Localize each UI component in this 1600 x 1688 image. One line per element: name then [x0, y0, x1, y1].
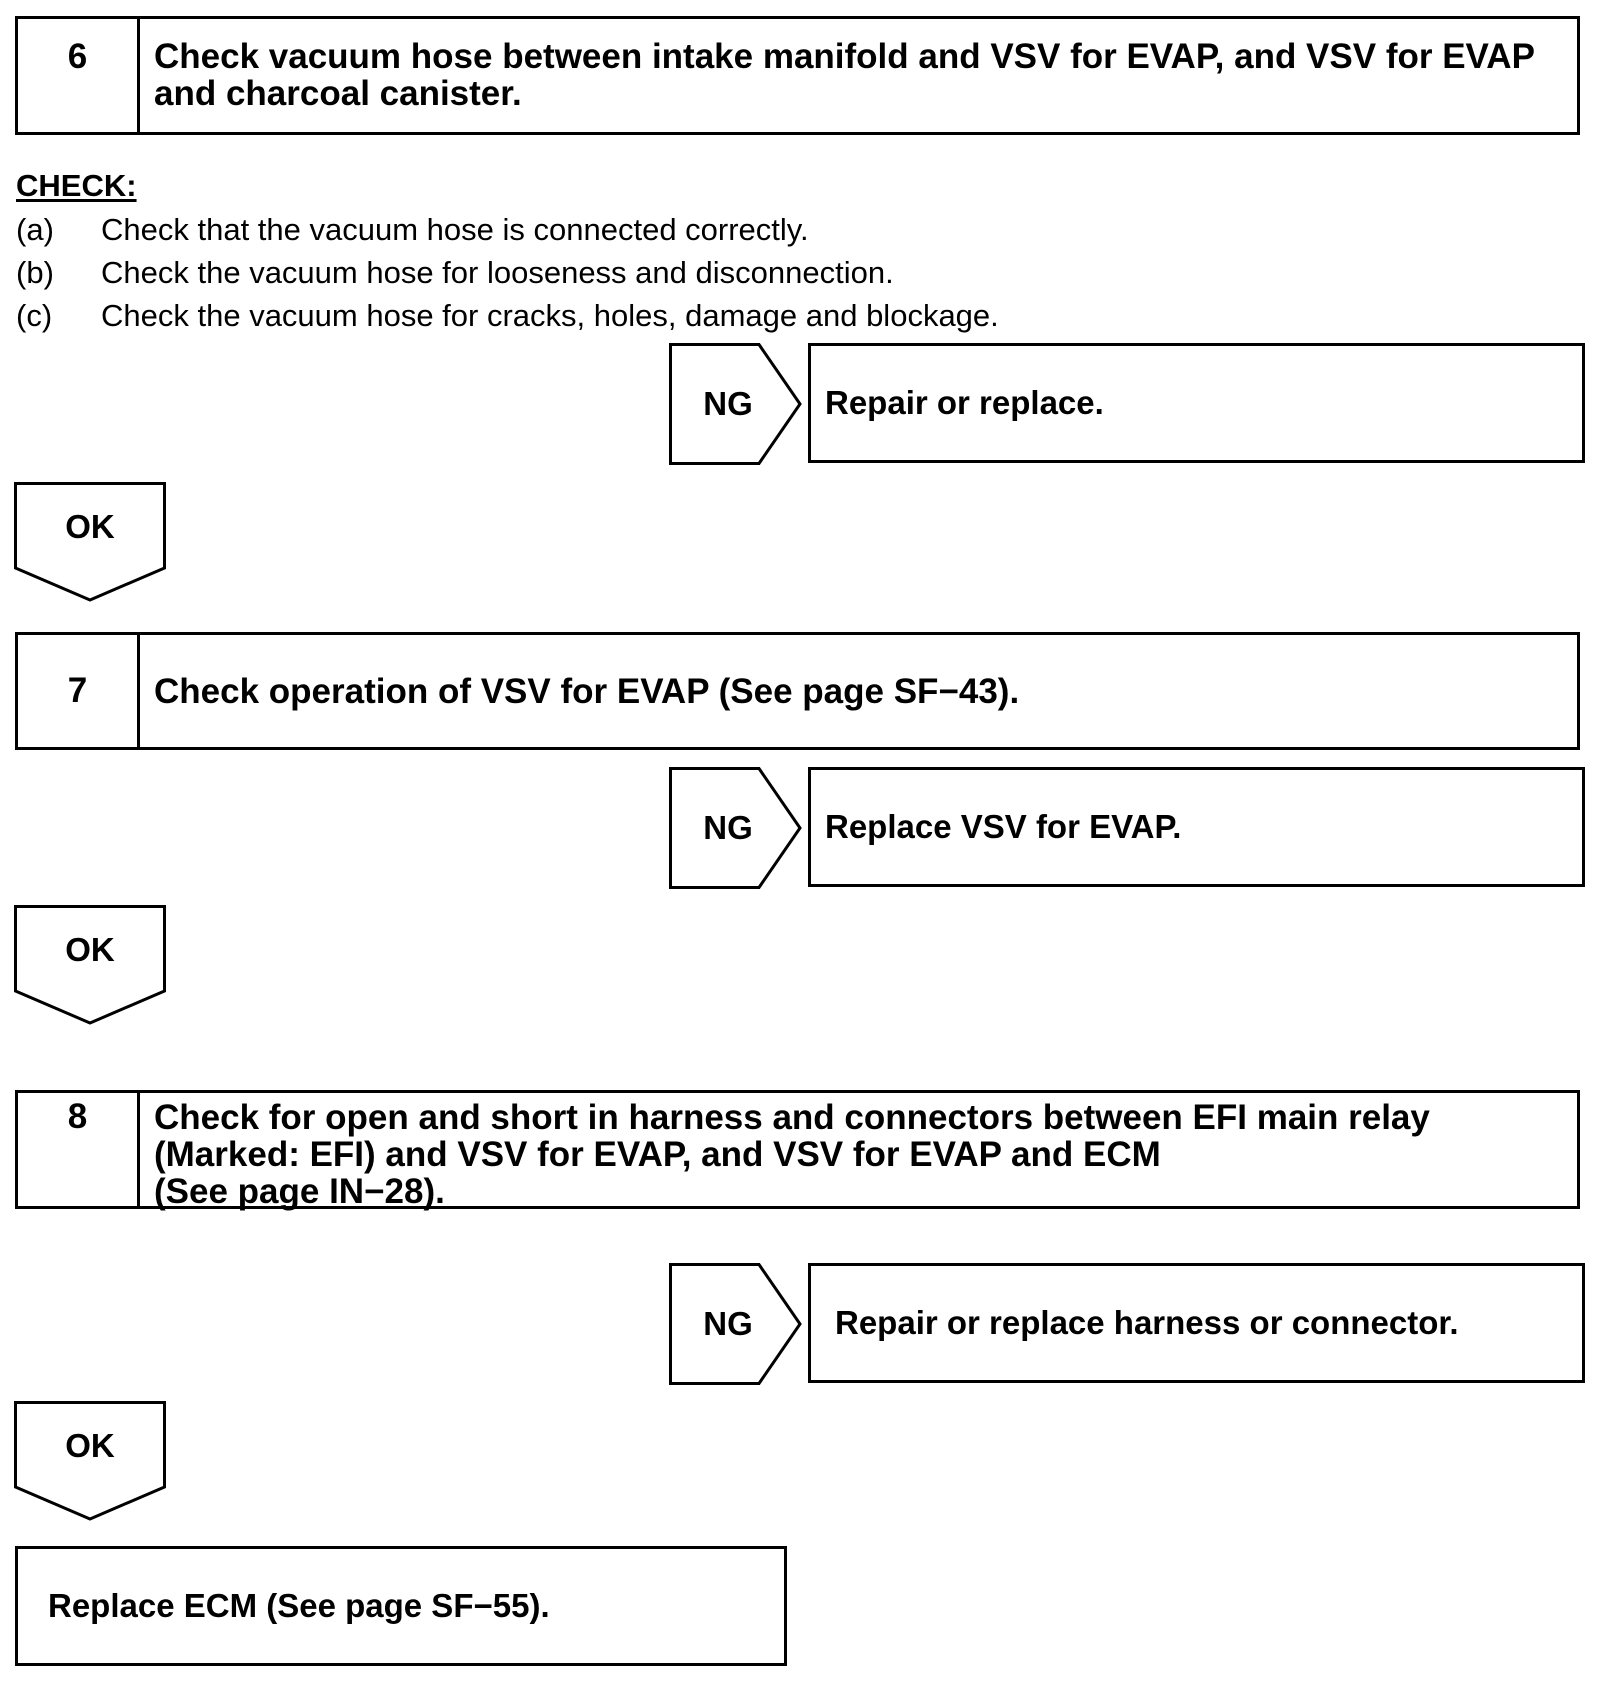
check-item-text: Check the vacuum hose for cracks, holes, damage and blockage. [101, 298, 999, 333]
check-item-letter: (a) [16, 212, 54, 247]
ng-label: NG [703, 809, 753, 846]
ng-arrow [669, 343, 805, 465]
step-title-line: (See page IN−28). [154, 1172, 445, 1211]
check-heading: CHECK: [16, 168, 137, 203]
ng-label: NG [703, 385, 753, 422]
step-title-line: (Marked: EFI) and VSV for EVAP, and VSV for EVAP and ECM [154, 1135, 1161, 1174]
check-item [16, 212, 809, 248]
step-6-box [15, 16, 1580, 135]
ng-arrow [669, 1263, 805, 1385]
step-7-box [15, 632, 1580, 750]
check-item-text: Check that the vacuum hose is connected correctly. [101, 212, 809, 247]
step-number: 7 [18, 635, 140, 747]
ng-action-box: Repair or replace. [808, 343, 1585, 463]
check-item-text: Check the vacuum hose for looseness and disconnection. [101, 255, 894, 290]
check-item-letter: (c) [16, 298, 53, 333]
ng-arrow [669, 767, 805, 889]
ok-label: OK [65, 931, 115, 968]
ng-action-box: Repair or replace harness or connector. [808, 1263, 1585, 1383]
final-action-box: Replace ECM (See page SF−55). [15, 1546, 787, 1666]
step-8-box [15, 1090, 1580, 1209]
check-item [16, 255, 894, 291]
ok-label: OK [65, 1427, 115, 1464]
step-title-line: Check for open and short in harness and connectors between EFI main relay [154, 1098, 1430, 1137]
step-title: Check operation of VSV for EVAP (See page SF−43). [154, 671, 1020, 711]
step-number: 6 [18, 19, 140, 132]
step-title: Check vacuum hose between intake manifold and VSV for EVAP, and VSV for EVAP and charcoal canister. [154, 37, 1535, 113]
check-item-letter: (b) [16, 255, 54, 290]
ok-arrow [14, 482, 166, 604]
ok-label: OK [65, 508, 115, 545]
ng-label: NG [703, 1305, 753, 1342]
ok-arrow [14, 905, 166, 1027]
step-title [140, 1093, 1577, 1211]
step-number: 8 [18, 1093, 140, 1206]
check-item [16, 298, 999, 334]
ok-arrow [14, 1401, 166, 1523]
ng-action-box: Replace VSV for EVAP. [808, 767, 1585, 887]
